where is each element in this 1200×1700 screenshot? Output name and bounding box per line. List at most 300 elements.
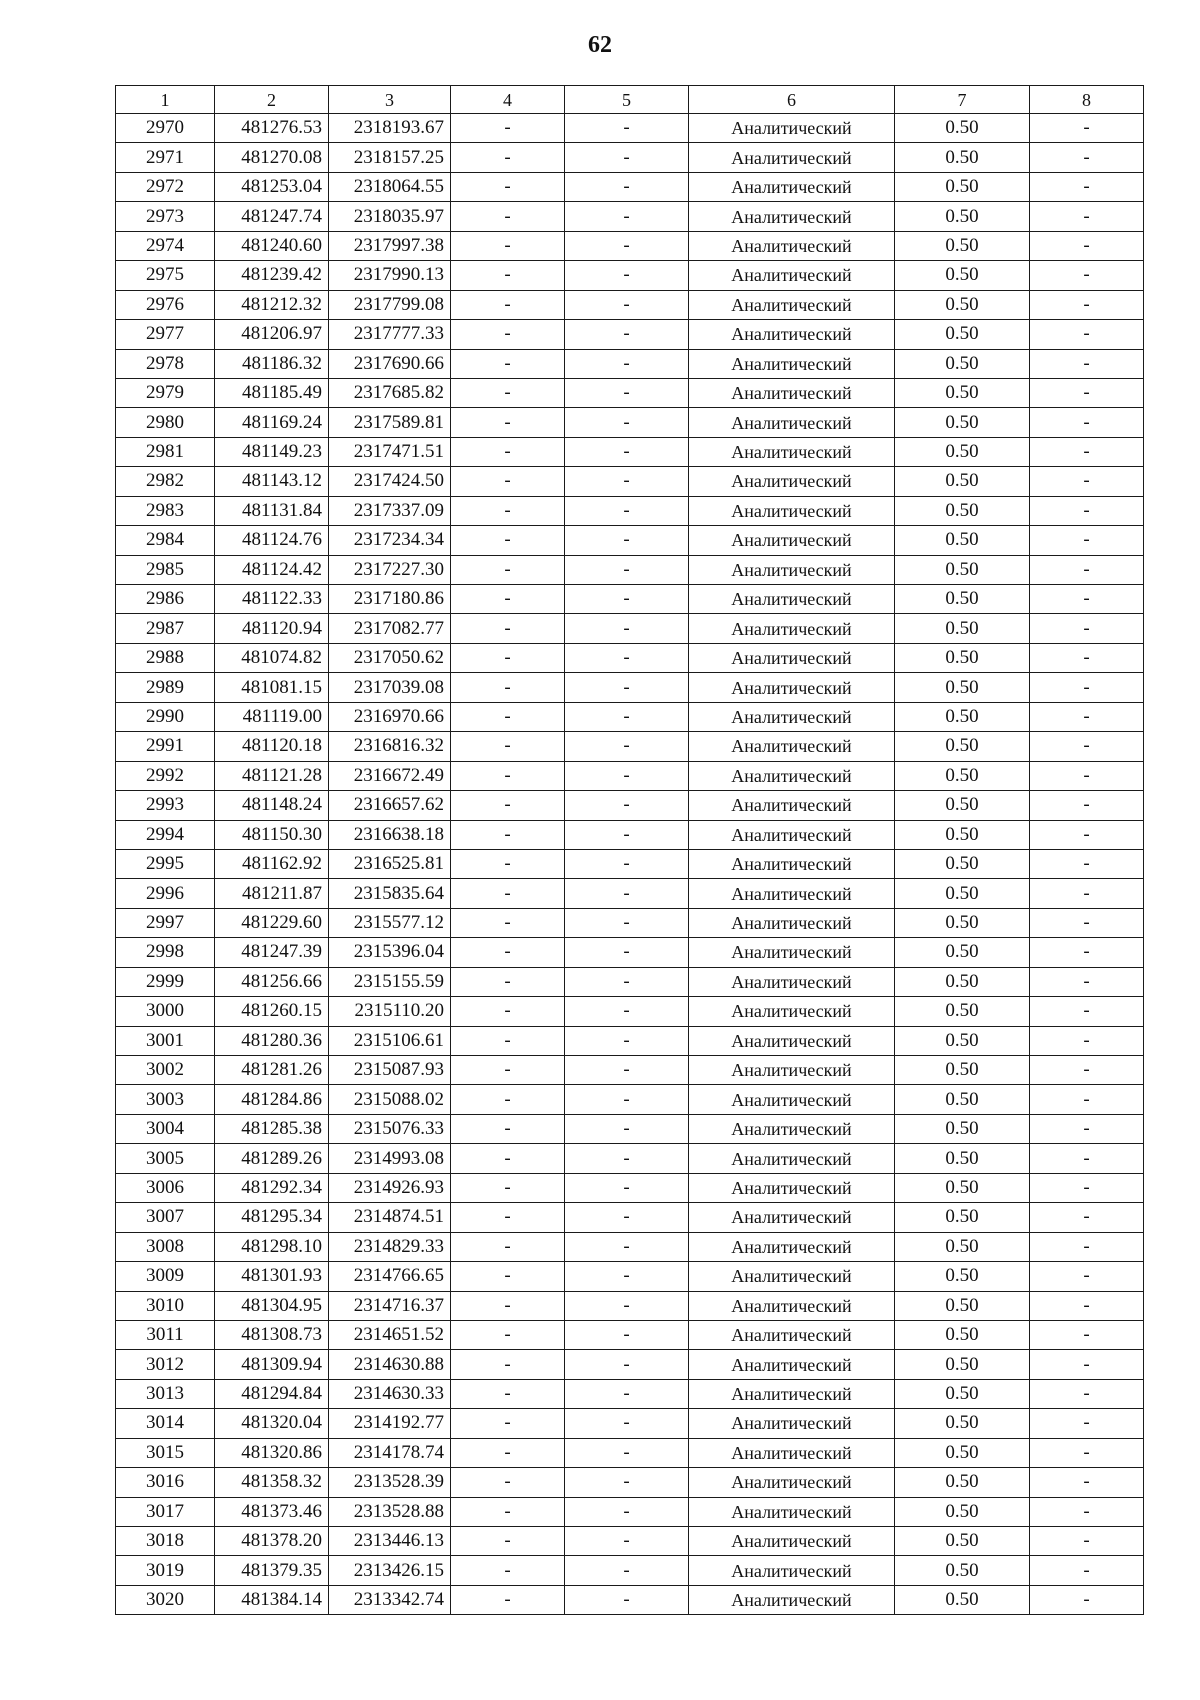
cell-x-coordinate: 481162.92	[215, 849, 329, 878]
cell-col-5: -	[565, 1468, 689, 1497]
cell-col-4: -	[451, 1320, 565, 1349]
table-row	[116, 732, 1144, 761]
cell-point-number: 3003	[116, 1085, 215, 1114]
cell-method: Аналитический	[689, 114, 895, 143]
table-row	[116, 1173, 1144, 1202]
cell-method: Аналитический	[689, 1379, 895, 1408]
cell-col-5: -	[565, 1262, 689, 1291]
cell-accuracy: 0.50	[895, 614, 1030, 643]
cell-col-4: -	[451, 261, 565, 290]
cell-col-8: -	[1030, 967, 1144, 996]
cell-col-5: -	[565, 614, 689, 643]
cell-y-coordinate: 2314829.33	[329, 1232, 451, 1261]
cell-method: Аналитический	[689, 849, 895, 878]
cell-method: Аналитический	[689, 967, 895, 996]
cell-col-4: -	[451, 1527, 565, 1556]
cell-col-8: -	[1030, 997, 1144, 1026]
cell-col-5: -	[565, 408, 689, 437]
table-row	[116, 408, 1144, 437]
cell-accuracy: 0.50	[895, 555, 1030, 584]
cell-col-4: -	[451, 496, 565, 525]
cell-col-8: -	[1030, 614, 1144, 643]
cell-x-coordinate: 481320.04	[215, 1409, 329, 1438]
cell-col-4: -	[451, 820, 565, 849]
cell-col-8: -	[1030, 1232, 1144, 1261]
cell-accuracy: 0.50	[895, 1468, 1030, 1497]
table-row	[116, 643, 1144, 672]
cell-col-5: -	[565, 1026, 689, 1055]
cell-col-5: -	[565, 172, 689, 201]
cell-point-number: 2996	[116, 879, 215, 908]
cell-method: Аналитический	[689, 1320, 895, 1349]
cell-y-coordinate: 2317799.08	[329, 290, 451, 319]
cell-accuracy: 0.50	[895, 908, 1030, 937]
cell-accuracy: 0.50	[895, 172, 1030, 201]
table-row	[116, 1350, 1144, 1379]
cell-x-coordinate: 481149.23	[215, 437, 329, 466]
cell-col-8: -	[1030, 1497, 1144, 1526]
cell-col-5: -	[565, 290, 689, 319]
cell-point-number: 3016	[116, 1468, 215, 1497]
table-row	[116, 290, 1144, 319]
table-row	[116, 1291, 1144, 1320]
cell-method: Аналитический	[689, 202, 895, 231]
table-row	[116, 849, 1144, 878]
cell-method: Аналитический	[689, 1556, 895, 1585]
cell-y-coordinate: 2317180.86	[329, 585, 451, 614]
table-row	[116, 437, 1144, 466]
cell-accuracy: 0.50	[895, 1291, 1030, 1320]
table-row	[116, 1556, 1144, 1585]
column-header-7: 7	[895, 86, 1030, 114]
cell-method: Аналитический	[689, 1438, 895, 1467]
cell-accuracy: 0.50	[895, 143, 1030, 172]
cell-x-coordinate: 481247.39	[215, 938, 329, 967]
cell-x-coordinate: 481358.32	[215, 1468, 329, 1497]
cell-col-5: -	[565, 791, 689, 820]
cell-col-5: -	[565, 879, 689, 908]
cell-col-8: -	[1030, 349, 1144, 378]
cell-x-coordinate: 481320.86	[215, 1438, 329, 1467]
cell-col-8: -	[1030, 879, 1144, 908]
cell-col-5: -	[565, 1085, 689, 1114]
cell-point-number: 2991	[116, 732, 215, 761]
cell-x-coordinate: 481185.49	[215, 378, 329, 407]
cell-col-8: -	[1030, 1291, 1144, 1320]
cell-col-8: -	[1030, 702, 1144, 731]
table-row	[116, 908, 1144, 937]
cell-col-4: -	[451, 967, 565, 996]
cell-y-coordinate: 2316525.81	[329, 849, 451, 878]
cell-y-coordinate: 2318064.55	[329, 172, 451, 201]
cell-y-coordinate: 2316657.62	[329, 791, 451, 820]
table-row	[116, 1438, 1144, 1467]
cell-point-number: 3019	[116, 1556, 215, 1585]
cell-col-4: -	[451, 1379, 565, 1408]
cell-method: Аналитический	[689, 231, 895, 260]
table-row	[116, 1262, 1144, 1291]
table-body	[116, 114, 1144, 1615]
cell-col-5: -	[565, 1497, 689, 1526]
cell-col-4: -	[451, 879, 565, 908]
cell-x-coordinate: 481289.26	[215, 1144, 329, 1173]
cell-method: Аналитический	[689, 1262, 895, 1291]
cell-x-coordinate: 481212.32	[215, 290, 329, 319]
cell-accuracy: 0.50	[895, 1173, 1030, 1202]
cell-y-coordinate: 2314192.77	[329, 1409, 451, 1438]
cell-col-4: -	[451, 1350, 565, 1379]
coordinates-table	[115, 85, 1144, 1615]
cell-accuracy: 0.50	[895, 1114, 1030, 1143]
cell-x-coordinate: 481186.32	[215, 349, 329, 378]
cell-col-5: -	[565, 643, 689, 672]
cell-x-coordinate: 481295.34	[215, 1203, 329, 1232]
cell-y-coordinate: 2314874.51	[329, 1203, 451, 1232]
cell-method: Аналитический	[689, 1144, 895, 1173]
table-row	[116, 143, 1144, 172]
cell-method: Аналитический	[689, 378, 895, 407]
cell-col-4: -	[451, 1291, 565, 1320]
cell-col-4: -	[451, 320, 565, 349]
table-row	[116, 1144, 1144, 1173]
cell-accuracy: 0.50	[895, 1144, 1030, 1173]
cell-point-number: 3020	[116, 1585, 215, 1614]
table-row	[116, 997, 1144, 1026]
cell-y-coordinate: 2317990.13	[329, 261, 451, 290]
cell-accuracy: 0.50	[895, 702, 1030, 731]
table-row	[116, 1203, 1144, 1232]
cell-col-5: -	[565, 1056, 689, 1085]
cell-point-number: 2972	[116, 172, 215, 201]
cell-col-4: -	[451, 172, 565, 201]
table-row	[116, 114, 1144, 143]
cell-col-8: -	[1030, 1026, 1144, 1055]
cell-col-5: -	[565, 1144, 689, 1173]
cell-accuracy: 0.50	[895, 1409, 1030, 1438]
cell-y-coordinate: 2317039.08	[329, 673, 451, 702]
cell-x-coordinate: 481281.26	[215, 1056, 329, 1085]
cell-col-4: -	[451, 1438, 565, 1467]
cell-col-5: -	[565, 555, 689, 584]
cell-x-coordinate: 481124.76	[215, 526, 329, 555]
cell-accuracy: 0.50	[895, 643, 1030, 672]
cell-col-8: -	[1030, 820, 1144, 849]
cell-col-4: -	[451, 1085, 565, 1114]
cell-point-number: 2974	[116, 231, 215, 260]
cell-col-5: -	[565, 1556, 689, 1585]
cell-x-coordinate: 481308.73	[215, 1320, 329, 1349]
cell-point-number: 2986	[116, 585, 215, 614]
cell-x-coordinate: 481124.42	[215, 555, 329, 584]
cell-method: Аналитический	[689, 1114, 895, 1143]
cell-col-5: -	[565, 1291, 689, 1320]
cell-col-5: -	[565, 673, 689, 702]
cell-accuracy: 0.50	[895, 114, 1030, 143]
cell-col-8: -	[1030, 437, 1144, 466]
cell-x-coordinate: 481120.18	[215, 732, 329, 761]
cell-col-8: -	[1030, 467, 1144, 496]
cell-y-coordinate: 2317589.81	[329, 408, 451, 437]
cell-x-coordinate: 481373.46	[215, 1497, 329, 1526]
table-row	[116, 1585, 1144, 1614]
cell-x-coordinate: 481253.04	[215, 172, 329, 201]
cell-y-coordinate: 2317234.34	[329, 526, 451, 555]
cell-col-8: -	[1030, 1262, 1144, 1291]
cell-accuracy: 0.50	[895, 231, 1030, 260]
cell-method: Аналитический	[689, 437, 895, 466]
cell-col-4: -	[451, 761, 565, 790]
cell-col-8: -	[1030, 1556, 1144, 1585]
cell-method: Аналитический	[689, 1026, 895, 1055]
cell-x-coordinate: 481169.24	[215, 408, 329, 437]
cell-col-8: -	[1030, 908, 1144, 937]
cell-col-5: -	[565, 320, 689, 349]
table-row	[116, 349, 1144, 378]
cell-method: Аналитический	[689, 820, 895, 849]
cell-accuracy: 0.50	[895, 1379, 1030, 1408]
cell-col-4: -	[451, 1556, 565, 1585]
cell-y-coordinate: 2317685.82	[329, 378, 451, 407]
table-row	[116, 202, 1144, 231]
table-row	[116, 172, 1144, 201]
cell-col-4: -	[451, 1409, 565, 1438]
cell-col-8: -	[1030, 496, 1144, 525]
table-row	[116, 467, 1144, 496]
cell-method: Аналитический	[689, 496, 895, 525]
cell-point-number: 2973	[116, 202, 215, 231]
cell-col-8: -	[1030, 1114, 1144, 1143]
cell-method: Аналитический	[689, 1291, 895, 1320]
cell-col-5: -	[565, 1409, 689, 1438]
cell-accuracy: 0.50	[895, 879, 1030, 908]
cell-col-5: -	[565, 437, 689, 466]
cell-col-5: -	[565, 349, 689, 378]
cell-point-number: 3010	[116, 1291, 215, 1320]
cell-col-8: -	[1030, 791, 1144, 820]
cell-method: Аналитический	[689, 349, 895, 378]
cell-col-5: -	[565, 496, 689, 525]
column-header-5: 5	[565, 86, 689, 114]
cell-accuracy: 0.50	[895, 290, 1030, 319]
table-row	[116, 1468, 1144, 1497]
cell-method: Аналитический	[689, 1527, 895, 1556]
cell-x-coordinate: 481260.15	[215, 997, 329, 1026]
table-row	[116, 585, 1144, 614]
cell-y-coordinate: 2317227.30	[329, 555, 451, 584]
cell-col-8: -	[1030, 1527, 1144, 1556]
cell-x-coordinate: 481298.10	[215, 1232, 329, 1261]
cell-point-number: 3012	[116, 1350, 215, 1379]
cell-col-8: -	[1030, 1409, 1144, 1438]
cell-method: Аналитический	[689, 1409, 895, 1438]
cell-accuracy: 0.50	[895, 261, 1030, 290]
cell-x-coordinate: 481301.93	[215, 1262, 329, 1291]
cell-method: Аналитический	[689, 320, 895, 349]
cell-col-5: -	[565, 1350, 689, 1379]
cell-col-8: -	[1030, 1350, 1144, 1379]
cell-method: Аналитический	[689, 585, 895, 614]
cell-x-coordinate: 481229.60	[215, 908, 329, 937]
cell-point-number: 3015	[116, 1438, 215, 1467]
cell-accuracy: 0.50	[895, 1320, 1030, 1349]
cell-col-4: -	[451, 908, 565, 937]
cell-point-number: 3013	[116, 1379, 215, 1408]
table-row	[116, 967, 1144, 996]
cell-point-number: 2980	[116, 408, 215, 437]
cell-y-coordinate: 2317997.38	[329, 231, 451, 260]
cell-point-number: 2970	[116, 114, 215, 143]
cell-col-8: -	[1030, 1173, 1144, 1202]
cell-y-coordinate: 2314178.74	[329, 1438, 451, 1467]
cell-y-coordinate: 2316816.32	[329, 732, 451, 761]
cell-accuracy: 0.50	[895, 849, 1030, 878]
cell-method: Аналитический	[689, 791, 895, 820]
cell-col-4: -	[451, 1262, 565, 1291]
table-row	[116, 261, 1144, 290]
cell-point-number: 2989	[116, 673, 215, 702]
cell-y-coordinate: 2315835.64	[329, 879, 451, 908]
cell-col-8: -	[1030, 1203, 1144, 1232]
cell-accuracy: 0.50	[895, 496, 1030, 525]
cell-point-number: 3018	[116, 1527, 215, 1556]
cell-x-coordinate: 481074.82	[215, 643, 329, 672]
cell-col-5: -	[565, 467, 689, 496]
cell-col-5: -	[565, 143, 689, 172]
cell-col-5: -	[565, 732, 689, 761]
cell-point-number: 3000	[116, 997, 215, 1026]
cell-point-number: 3008	[116, 1232, 215, 1261]
cell-x-coordinate: 481309.94	[215, 1350, 329, 1379]
cell-col-5: -	[565, 202, 689, 231]
cell-col-8: -	[1030, 849, 1144, 878]
cell-x-coordinate: 481280.36	[215, 1026, 329, 1055]
cell-col-4: -	[451, 791, 565, 820]
cell-accuracy: 0.50	[895, 437, 1030, 466]
table-row	[116, 1497, 1144, 1526]
cell-y-coordinate: 2315577.12	[329, 908, 451, 937]
cell-accuracy: 0.50	[895, 820, 1030, 849]
table-row	[116, 614, 1144, 643]
cell-x-coordinate: 481150.30	[215, 820, 329, 849]
cell-col-8: -	[1030, 1085, 1144, 1114]
cell-method: Аналитический	[689, 467, 895, 496]
cell-y-coordinate: 2314926.93	[329, 1173, 451, 1202]
cell-col-5: -	[565, 938, 689, 967]
cell-x-coordinate: 481285.38	[215, 1114, 329, 1143]
cell-col-8: -	[1030, 408, 1144, 437]
cell-accuracy: 0.50	[895, 673, 1030, 702]
cell-method: Аналитический	[689, 1056, 895, 1085]
cell-point-number: 2976	[116, 290, 215, 319]
cell-col-5: -	[565, 1379, 689, 1408]
cell-accuracy: 0.50	[895, 1585, 1030, 1614]
table-row	[116, 496, 1144, 525]
cell-col-5: -	[565, 261, 689, 290]
cell-y-coordinate: 2316672.49	[329, 761, 451, 790]
cell-col-4: -	[451, 732, 565, 761]
cell-col-4: -	[451, 555, 565, 584]
cell-x-coordinate: 481270.08	[215, 143, 329, 172]
cell-y-coordinate: 2313426.15	[329, 1556, 451, 1585]
table-header-row	[116, 86, 1144, 114]
cell-col-4: -	[451, 202, 565, 231]
cell-accuracy: 0.50	[895, 349, 1030, 378]
cell-point-number: 2992	[116, 761, 215, 790]
cell-point-number: 2993	[116, 791, 215, 820]
cell-col-8: -	[1030, 1320, 1144, 1349]
cell-y-coordinate: 2317050.62	[329, 643, 451, 672]
cell-col-4: -	[451, 673, 565, 702]
cell-col-5: -	[565, 1203, 689, 1232]
cell-col-8: -	[1030, 938, 1144, 967]
cell-x-coordinate: 481239.42	[215, 261, 329, 290]
cell-method: Аналитический	[689, 408, 895, 437]
cell-y-coordinate: 2317690.66	[329, 349, 451, 378]
column-header-2: 2	[215, 86, 329, 114]
cell-point-number: 3006	[116, 1173, 215, 1202]
cell-point-number: 2983	[116, 496, 215, 525]
cell-col-8: -	[1030, 761, 1144, 790]
cell-accuracy: 0.50	[895, 761, 1030, 790]
cell-point-number: 2990	[116, 702, 215, 731]
table-row	[116, 702, 1144, 731]
cell-col-8: -	[1030, 231, 1144, 260]
cell-col-5: -	[565, 908, 689, 937]
cell-col-4: -	[451, 143, 565, 172]
cell-col-4: -	[451, 997, 565, 1026]
cell-y-coordinate: 2318193.67	[329, 114, 451, 143]
cell-col-8: -	[1030, 320, 1144, 349]
cell-col-8: -	[1030, 1379, 1144, 1408]
cell-col-4: -	[451, 1203, 565, 1232]
cell-point-number: 2998	[116, 938, 215, 967]
cell-point-number: 2981	[116, 437, 215, 466]
cell-col-4: -	[451, 526, 565, 555]
cell-col-4: -	[451, 1497, 565, 1526]
cell-accuracy: 0.50	[895, 997, 1030, 1026]
cell-y-coordinate: 2317082.77	[329, 614, 451, 643]
cell-col-5: -	[565, 702, 689, 731]
cell-accuracy: 0.50	[895, 791, 1030, 820]
cell-x-coordinate: 481384.14	[215, 1585, 329, 1614]
table-row	[116, 761, 1144, 790]
table-row	[116, 1026, 1144, 1055]
cell-col-5: -	[565, 1585, 689, 1614]
table-row	[116, 673, 1144, 702]
cell-col-8: -	[1030, 172, 1144, 201]
cell-col-4: -	[451, 378, 565, 407]
cell-method: Аналитический	[689, 732, 895, 761]
cell-col-8: -	[1030, 555, 1144, 584]
cell-y-coordinate: 2317337.09	[329, 496, 451, 525]
cell-method: Аналитический	[689, 997, 895, 1026]
cell-point-number: 2984	[116, 526, 215, 555]
cell-col-5: -	[565, 1320, 689, 1349]
cell-accuracy: 0.50	[895, 1203, 1030, 1232]
cell-point-number: 3014	[116, 1409, 215, 1438]
cell-col-8: -	[1030, 585, 1144, 614]
cell-col-5: -	[565, 114, 689, 143]
cell-point-number: 2995	[116, 849, 215, 878]
cell-col-8: -	[1030, 1468, 1144, 1497]
cell-accuracy: 0.50	[895, 1497, 1030, 1526]
cell-method: Аналитический	[689, 938, 895, 967]
cell-col-8: -	[1030, 732, 1144, 761]
cell-point-number: 2985	[116, 555, 215, 584]
cell-x-coordinate: 481148.24	[215, 791, 329, 820]
table-row	[116, 1232, 1144, 1261]
table-row	[116, 1527, 1144, 1556]
